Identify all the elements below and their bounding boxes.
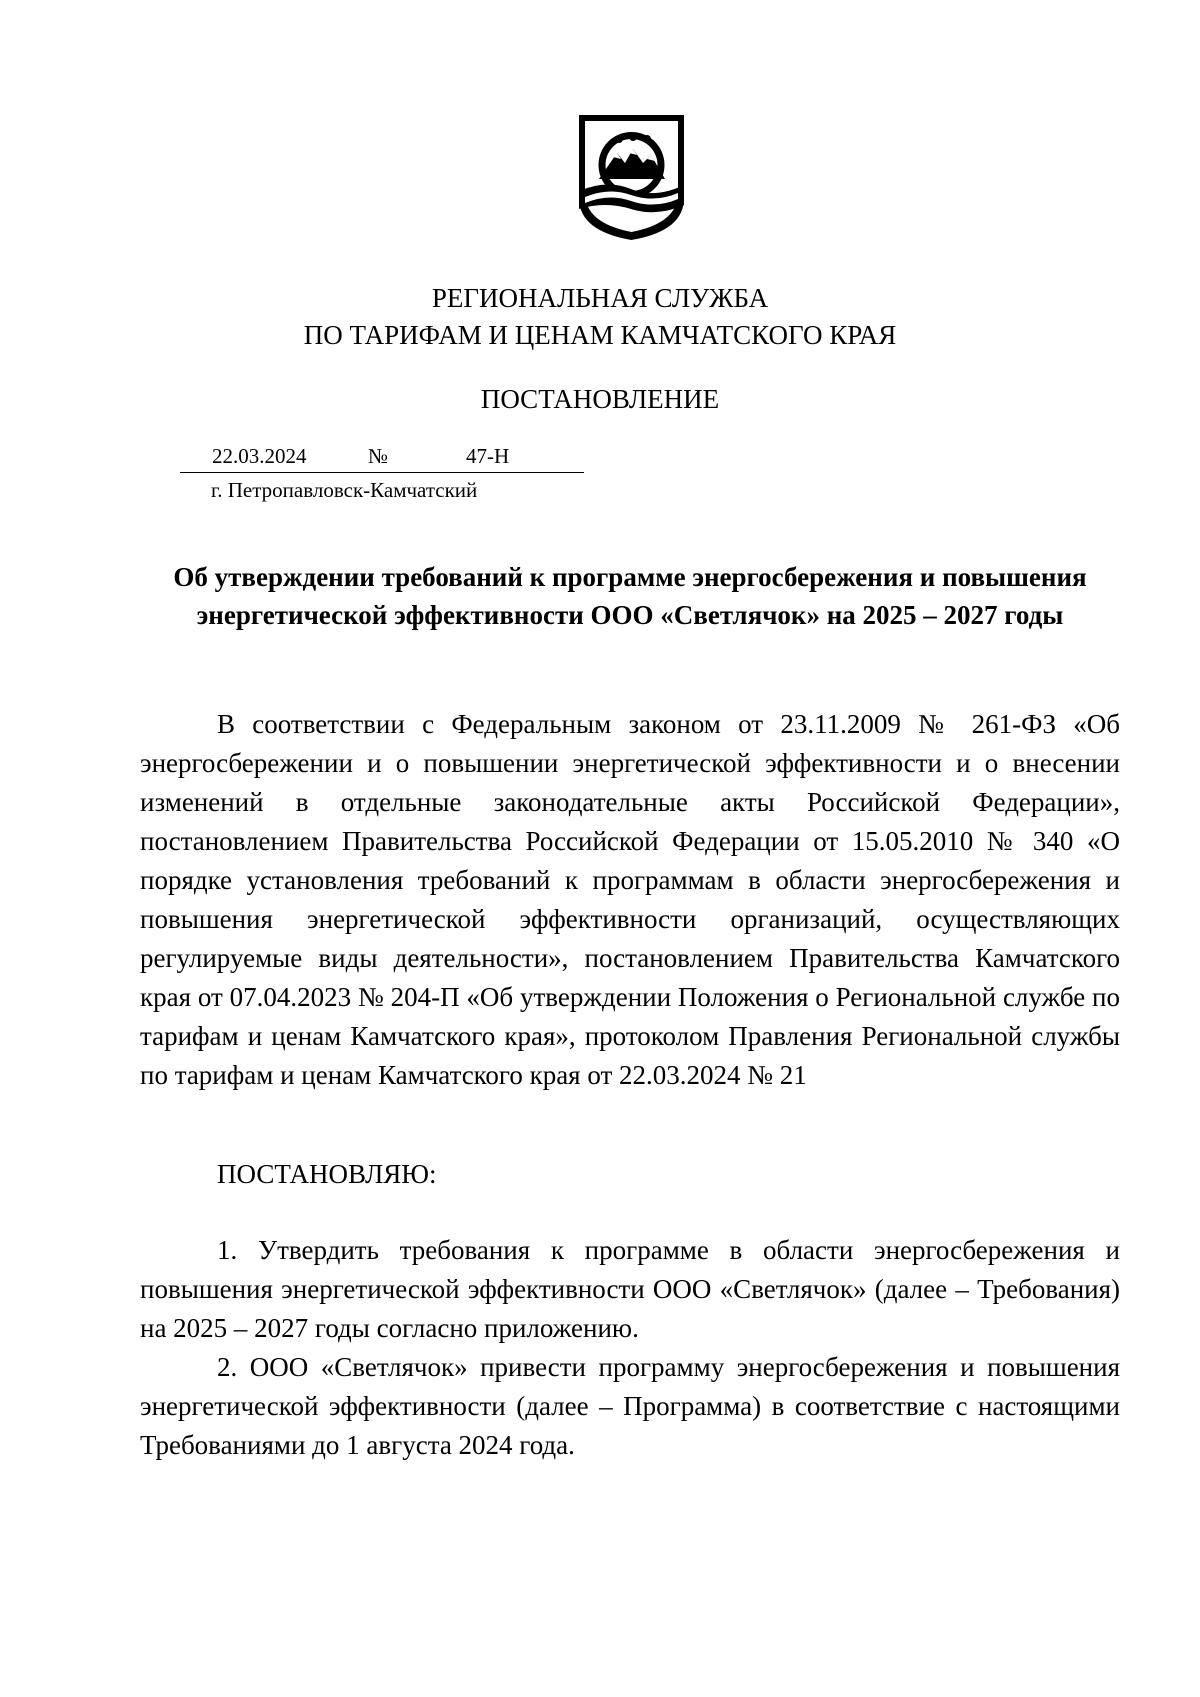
preamble-block bbox=[140, 705, 1120, 1095]
organization-line-1: РЕГИОНАЛЬНАЯ СЛУЖБА bbox=[431, 283, 769, 313]
number-sign: № bbox=[368, 444, 389, 468]
document-city: г. Петропавловск-Камчатский bbox=[211, 478, 478, 502]
decree-item-2: 2. ООО «Светлячок» привести программу энергосбережения и повышения энергетической эффективности (далее – Программа) в соответствие с настоящими Требованиями до 1 августа 2024 года. bbox=[140, 1352, 1120, 1460]
organization-line-2: ПО ТАРИФАМ И ЦЕНАМ КАМЧАТСКОГО КРАЯ bbox=[303, 320, 897, 350]
preamble-paragraph: В соответствии с Федеральным законом от 23.11.2009 № 261-ФЗ «Об энергосбережении и о повышении энергетической эффективности и о внесении изменений в отдельные законодательные акты Российской Федерации», постановлением Правительства Российской Федерации от 15.05.2010 № 340 «О порядке установления требований к программам в области энергосбережения и повышения энергетической эффективности организаций, осуществляющих регулируемые виды деятельности», постановлением Правительства Камчатского края от 07.04.2023 № 204-П «Об утверждении Положения о Региональной службе по тарифам и ценам Камчатского края», протоколом Правления Региональной службы по тарифам и ценам Камчатского края от 22.03.2024 № 21 bbox=[140, 709, 1120, 1090]
decree-item-1: 1. Утвердить требования к программе в области энергосбережения и повышения энергетической эффективности ООО «Светлячок» (далее – Требования) на 2025 – 2027 годы согласно приложению. bbox=[140, 1235, 1120, 1343]
decree-items bbox=[140, 1231, 1120, 1465]
decree-word: ПОСТАНОВЛЯЮ: bbox=[217, 1159, 437, 1189]
organization-name bbox=[0, 280, 1200, 354]
document-meta bbox=[180, 442, 584, 474]
subject-line-1: Об утверждении требований к программе энергосбережения и повышения bbox=[173, 562, 1087, 592]
meta-underline bbox=[180, 472, 584, 473]
document-type: ПОСТАНОВЛЕНИЕ bbox=[480, 384, 720, 414]
subject-line-2: энергетической эффективности ООО «Светлячок» на 2025 – 2027 годы bbox=[196, 600, 1064, 630]
document-date: 22.03.2024 bbox=[212, 444, 307, 468]
document-subject bbox=[140, 558, 1120, 634]
coat-of-arms-icon bbox=[577, 113, 686, 242]
document-number: 47-Н bbox=[466, 444, 510, 468]
